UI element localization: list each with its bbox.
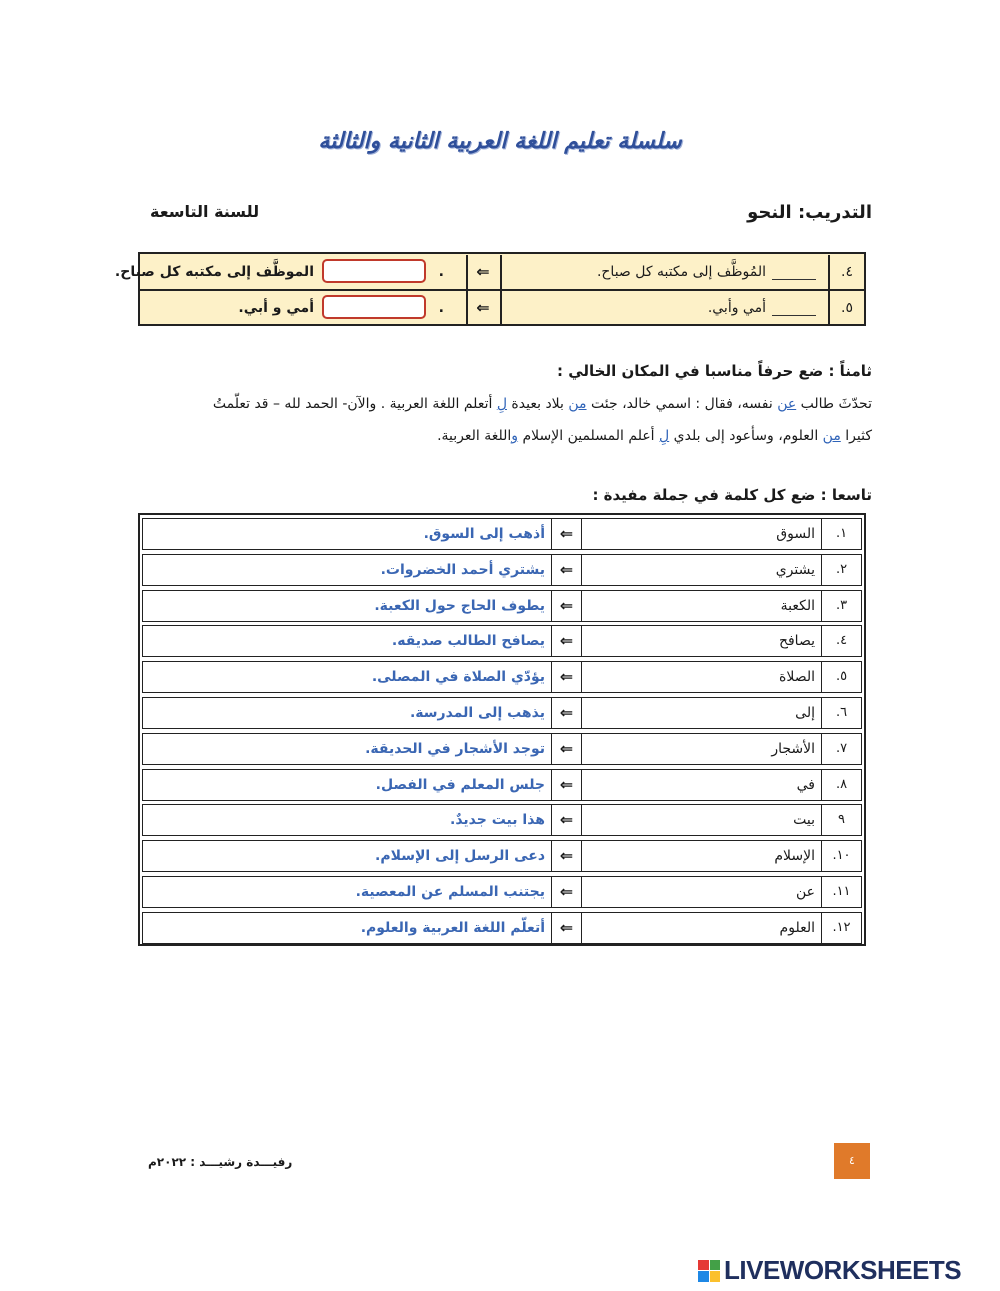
row-word: عن [581,877,821,907]
answer-cell [140,291,464,325]
filled-word[interactable]: من [568,396,587,412]
row-word: يصافح [581,626,821,656]
section8-heading: ثامناً : ضع حرفاً مناسبا في المكان الخالي : [557,362,872,380]
table-row [142,590,862,622]
arrow-icon: ⇐ [551,591,581,621]
fill-table-row [114,255,864,289]
row-number: ١٢. [821,913,861,943]
answer-sentence[interactable]: دعى الرسل إلى الإسلام. [375,848,545,865]
sentence-text: أمي وأبي. [707,300,766,316]
para-text: نفسه، فقال : اسمي خالد، جئت [586,396,778,412]
arrow-icon: ⇐ [551,698,581,728]
answer-input[interactable] [322,259,426,283]
para-text: أعلم المسلمين الإسلام [518,428,660,444]
row-word: الصلاة [581,662,821,692]
logo-square [710,1271,721,1282]
row-number: ٢. [821,555,861,585]
section8-line2 [136,425,872,447]
para-text: العلوم، وسأعود إلى بلدي [669,428,823,444]
sentence-table [138,513,866,946]
page-title: سلسلة تعليم اللغة العربية الثانية والثالثة [318,128,682,154]
row-number: ١١. [821,877,861,907]
para-text: اللغة العربية. [437,428,512,444]
brand-name: LIVEWORKSHEETS [724,1255,962,1285]
para-text: بلاد بعيدة [506,396,569,412]
row-number: ١٠. [821,841,861,871]
row-word: الأشجار [581,734,821,764]
table-row [142,697,862,729]
arrow-icon: ⇐ [551,555,581,585]
arrow-icon: ⇐ [466,255,498,289]
arrow-icon: ⇐ [551,877,581,907]
filled-word[interactable]: لِ [659,428,670,444]
answer-sentence[interactable]: أذهب إلى السوق. [423,526,545,542]
row-word: العلوم [581,913,821,943]
arrow-icon: ⇐ [466,291,498,325]
row-number: ٥. [828,291,864,325]
table-row [142,912,862,944]
table-row [142,733,862,765]
para-text: أتعلم اللغة العربية . والآن- الحمد لله – قد تعلّمتُ [212,396,497,412]
blank-line [772,265,816,280]
row-number: ٤. [821,626,861,656]
section9-heading: تاسعا : ضع كل كلمة في جملة مفيدة : [592,486,872,504]
answer-text: الموظَّف إلى مكتبه كل صباح. [114,264,314,280]
row-sentence [500,255,826,289]
row-number: ٤. [828,255,864,289]
para-text: كثيرا [840,428,872,444]
table-row [142,625,862,657]
arrow-icon: ⇐ [551,626,581,656]
row-number: ٧. [821,734,861,764]
row-word: إلى [581,698,821,728]
table-row [142,661,862,693]
row-number: ٦. [821,698,861,728]
arrow-icon: ⇐ [551,734,581,764]
fill-table-row [140,291,864,325]
arrow-icon: ⇐ [551,662,581,692]
answer-sentence[interactable]: يصافح الطالب صديقه. [391,633,545,650]
arrow-icon: ⇐ [551,841,581,871]
answer-sentence[interactable]: يطوف الحاج حول الكعبة. [374,597,545,614]
training-label: التدريب: النحو [747,202,872,223]
table-row [142,554,862,586]
row-number: ٩ [821,805,861,835]
answer-sentence[interactable]: يجتنب المسلم عن المعصية. [355,884,545,900]
answer-sentence[interactable]: يشتري أحمد الخضروات. [380,561,545,578]
arrow-icon: ⇐ [551,805,581,835]
filled-word[interactable]: لِ [496,396,507,412]
dot-marker: . [438,300,444,316]
answer-text: أمي و أبي. [238,300,314,316]
row-word: الكعبة [581,591,821,621]
arrow-icon: ⇐ [551,913,581,943]
row-number: ٨. [821,770,861,800]
brand[interactable] [698,1255,961,1286]
row-word: يشتري [581,555,821,585]
filled-word[interactable]: عن [777,396,797,412]
row-number: ٥. [821,662,861,692]
answer-sentence[interactable]: هذا بيت جديدٌ. [450,812,545,829]
blank-line [772,301,816,316]
logo-square [698,1260,709,1271]
footer-author: رفيـــدة رشيـــد : ٢٠٢٢م [148,1155,293,1169]
para-text: تحدّثَ طالب [796,396,872,412]
fill-table [114,252,866,326]
answer-sentence[interactable]: جلس المعلم في الفصل. [375,776,545,793]
grade-label: للسنة التاسعة [150,202,260,221]
answer-sentence[interactable]: يذهب إلى المدرسة. [409,705,545,721]
section8-line1 [136,393,872,415]
answer-input[interactable] [322,295,426,319]
row-word: بيت [581,805,821,835]
table-row [142,769,862,801]
row-number: ٣. [821,591,861,621]
answer-sentence[interactable]: أتعلّم اللغة العربية والعلوم. [360,919,545,936]
answer-sentence[interactable]: يؤدّي الصلاة في المصلى. [371,669,545,686]
table-row [142,840,862,872]
table-row [142,518,862,550]
answer-sentence[interactable]: توجد الأشجار في الحديقة. [365,740,545,757]
row-word: الإسلام [581,841,821,871]
dot-marker: . [438,264,444,280]
table-row [142,804,862,836]
filled-word[interactable]: و [511,428,519,444]
row-word: السوق [581,519,821,549]
logo-square [710,1260,721,1271]
logo-square [698,1271,709,1282]
arrow-icon: ⇐ [551,770,581,800]
row-number: ١. [821,519,861,549]
arrow-icon: ⇐ [551,519,581,549]
brand-logo-icon [698,1260,720,1282]
sentence-text: المُوظَّف إلى مكتبه كل صباح. [596,264,766,280]
row-sentence [500,291,826,325]
page-number: ٤ [834,1143,870,1179]
answer-cell [114,255,464,289]
table-row [142,876,862,908]
filled-word[interactable]: من [822,428,841,444]
row-word: في [581,770,821,800]
